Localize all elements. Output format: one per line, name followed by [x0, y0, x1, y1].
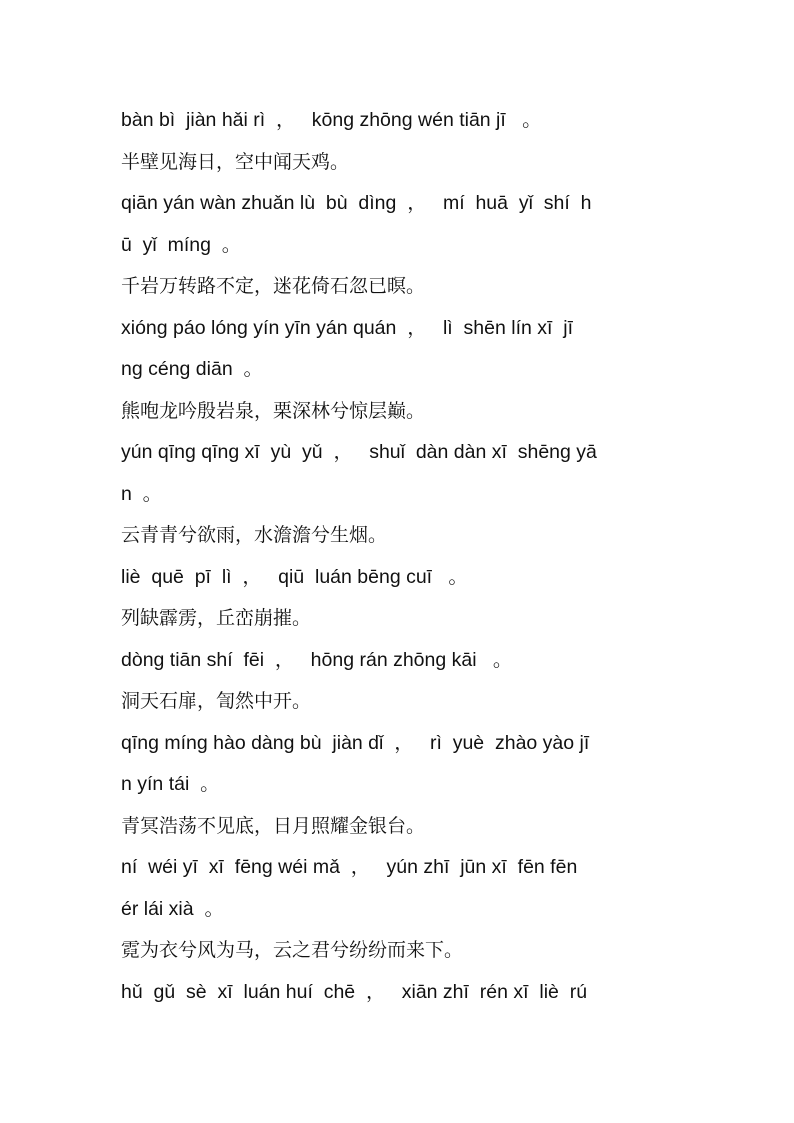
- chinese-line: 半壁见海日，空中闻天鸡。: [121, 150, 350, 173]
- chinese-line: 霓为衣兮风为马，云之君兮纷纷而来下。: [121, 939, 464, 961]
- chinese-line: 千岩万转路不定，迷花倚石忽已暝。: [121, 275, 426, 297]
- pinyin-line: ū yǐ míng 。: [121, 233, 242, 256]
- pinyin-line: ní wéi yī xī fēng wéi mǎ ， yún zhī jūn xī fēn fēn: [121, 856, 578, 878]
- pinyin-line: ng céng diān 。: [121, 358, 264, 380]
- chinese-line: 青冥浩荡不见底，日月照耀金银台。: [121, 814, 426, 837]
- pinyin-line: n yín tái 。: [121, 773, 220, 795]
- chinese-line: 熊咆龙吟殷岩泉，栗深林兮惊层巅。: [121, 399, 426, 422]
- poem-text-block: [121, 100, 681, 1013]
- chinese-line: 列缺霹雳，丘峦崩摧。: [121, 607, 312, 629]
- pinyin-line: yún qīng qīng xī yù yǔ ， shuǐ dàn dàn xī shēng yā: [121, 441, 597, 463]
- pinyin-line: bàn bì jiàn hǎi rì ， kōng zhōng wén tiān jī 。: [121, 109, 542, 131]
- chinese-line: 云青青兮欲雨，水澹澹兮生烟。: [121, 524, 388, 546]
- pinyin-line: xióng páo lóng yín yīn yán quán ， lì shēn lín xī jī: [121, 316, 574, 339]
- pinyin-line: liè quē pī lì ， qiū luán bēng cuī 。: [121, 565, 468, 588]
- chinese-line: 洞天石扉，訇然中开。: [121, 690, 312, 712]
- pinyin-line: qiān yán wàn zhuǎn lù bù dìng ， mí huā yǐ shí h: [121, 192, 592, 214]
- pinyin-line: dòng tiān shí fēi ， hōng rán zhōng kāi 。: [121, 648, 513, 671]
- pinyin-line: ér lái xià 。: [121, 897, 224, 920]
- pinyin-line: hǔ gǔ sè xī luán huí chē ， xiān zhī rén xī liè rú: [121, 980, 588, 1003]
- pinyin-line: n 。: [121, 482, 163, 505]
- pinyin-line: qīng míng hào dàng bù jiàn dǐ ， rì yuè zhào yào jī: [121, 731, 590, 754]
